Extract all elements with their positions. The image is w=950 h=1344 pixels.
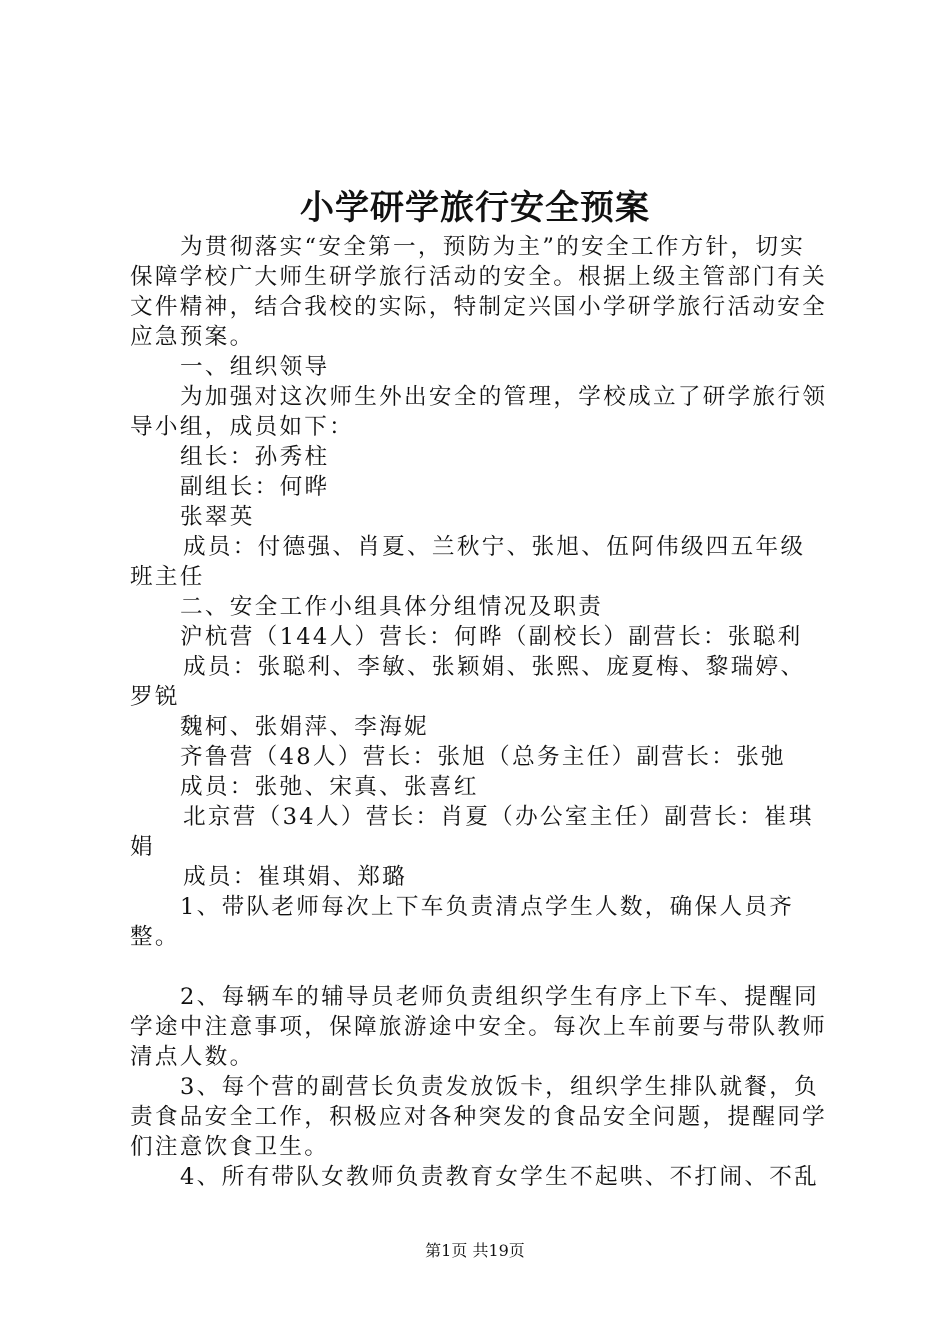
- duty-item-3: 3、每个营的副营长负责发放饭卡，组织学生排队就餐，负责食品安全工作，积极应对各种突发的食品安全问题，提醒同学们注意饮食卫生。: [130, 1074, 828, 1160]
- duty-item-2: 2、每辆车的辅导员老师负责组织学生有序上下车、提醒同学途中注意事项，保障旅游途中安全。每次上车前要与带队教师清点人数。: [130, 984, 828, 1070]
- camp-beijing-line: 北京营（34人）营长：肖夏（办公室主任）副营长：崔琪娟: [130, 804, 814, 860]
- camp-huhang-members: 成员：张聪利、李敏、张颖娟、张熙、庞夏梅、黎瑞婷、罗锐: [130, 654, 806, 710]
- members-line: 成员：付德强、肖夏、兰秋宁、张旭、伍阿伟级四五年级班主任: [130, 534, 806, 590]
- camp-huhang-line: 沪杭营（144人）营长：何晔（副校长）副营长：张聪利: [180, 624, 803, 650]
- intro-paragraph: 为贯彻落实“安全第一，预防为主”的安全工作方针，切实保障学校广大师生研学旅行活动的安全。根据上级主管部门有关文件精神，结合我校的实际，特制定兴国小学研学旅行活动安全应急预案。: [130, 234, 828, 350]
- document-body: [130, 232, 830, 1192]
- duty-item-4: 4、所有带队女教师负责教育女学生不起哄、不打闹、不乱: [180, 1164, 820, 1190]
- deputy-leader-line: 副组长：何晔: [180, 474, 330, 500]
- camp-beijing-members: 成员：崔琪娟、郑璐: [183, 864, 408, 890]
- camp-qilu-members: 成员：张弛、宋真、张喜红: [180, 774, 479, 800]
- deputy-leader-extra-line: 张翠英: [180, 504, 255, 530]
- camp-qilu-line: 齐鲁营（48人）营长：张旭（总务主任）副营长：张弛: [180, 744, 786, 770]
- section-heading-groups: 二、安全工作小组具体分组情况及职责: [180, 594, 604, 620]
- document-title: 小学研学旅行安全预案: [300, 188, 650, 228]
- camp-huhang-members-cont: 魏柯、张娟萍、李海妮: [180, 714, 429, 740]
- page-number-footer: 第1页 共19页: [425, 1241, 525, 1260]
- organization-paragraph: 为加强对这次师生外出安全的管理，学校成立了研学旅行领导小组，成员如下：: [130, 384, 828, 440]
- duty-item-1: 1、带队老师每次上下车负责清点学生人数，确保人员齐整。: [130, 894, 795, 950]
- leader-line: 组长：孙秀柱: [180, 444, 330, 470]
- section-heading-organization: 一、组织领导: [180, 354, 330, 380]
